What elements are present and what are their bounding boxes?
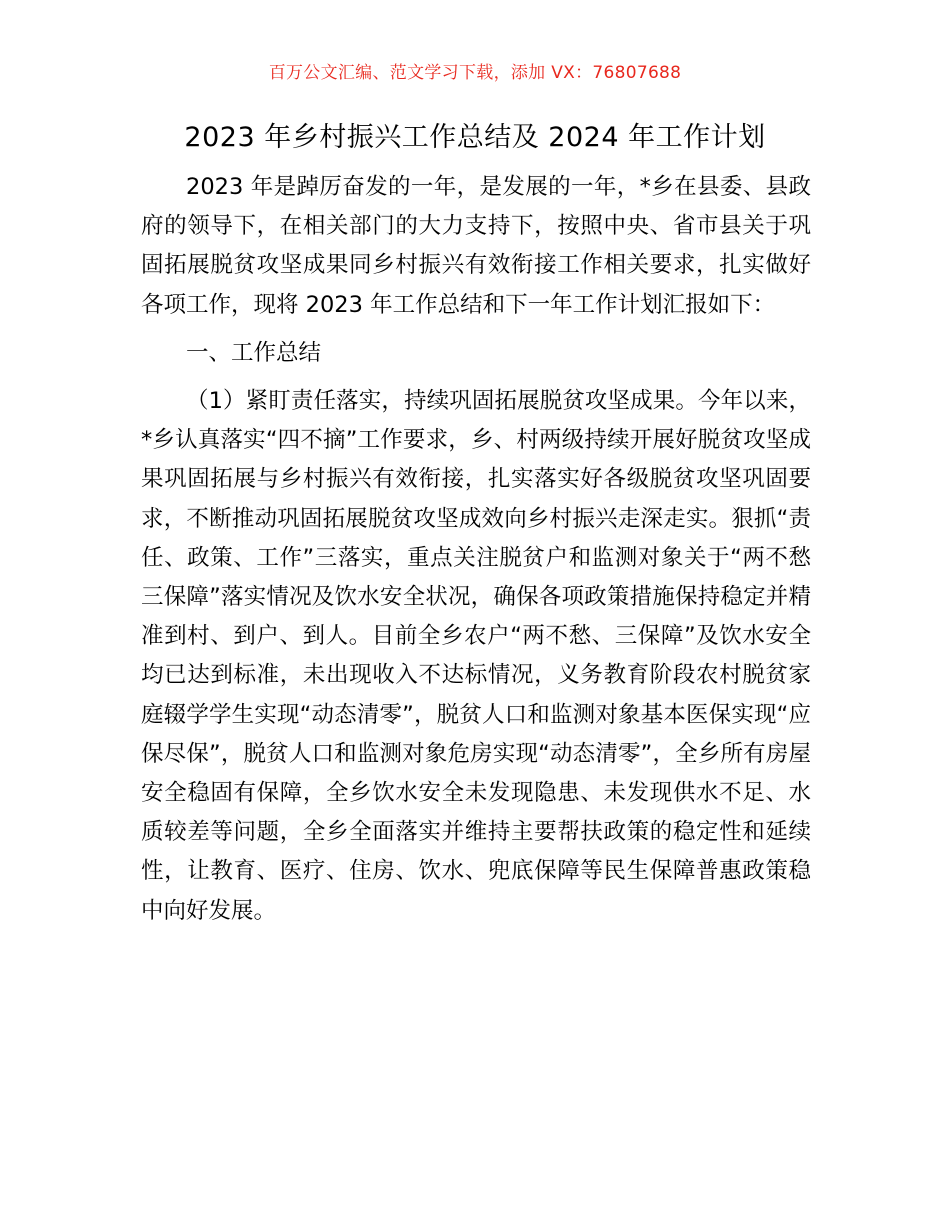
section-paragraph: （1）紧盯责任落实，持续巩固拓展脱贫攻坚成果。今年以来，*乡认真落实“四不摘”工作要求，乡、村两级持续开展好脱贫攻坚成果巩固拓展与乡村振兴有效衔接，扎实落实好各级脱贫攻坚巩固要求，不断推动巩固拓展脱贫攻坚成效向乡村振兴走深走实。狠抓“责任、政策、工作”三落实，重点关注脱贫户和监测对象关于“两不愁三保障”落实情况及饮水安全状况，确保各项政策措施保持稳定并精准到村、到户、到人。目前全乡农户“两不愁、三保障”及饮水安全均已达到标准，未出现收入不达标情况，义务教育阶段农村脱贫家庭辍学学生实现“动态清零”，脱贫人口和监测对象基本医保实现“应保尽保”，脱贫人口和监测对象危房实现“动态清零”，全乡所有房屋安全稳固有保障，全乡饮水安全未发现隐患、未发现供水不足、水质较差等问题，全乡全面落实并维持主要帮扶政策的稳定性和延续性，让教育、医疗、住房、饮水、兜底保障等民生保障普惠政策稳中向好发展。: [141, 388, 811, 924]
header-watermark: 百万公文汇编、范文学习下载，添加 VX：76807688: [268, 63, 682, 83]
section-heading: 一、工作总结: [186, 339, 322, 366]
intro-paragraph: 2023 年是踔厉奋发的一年，是发展的一年，*乡在县委、县政府的领导下，在相关部门的大力支持下，按照中央、省市县关于巩固拓展脱贫攻坚成果同乡村振兴有效衔接工作相关要求，扎实做好各项工作，现将 2023 年工作总结和下一年工作计划汇报如下：: [141, 174, 811, 318]
document-body: [141, 168, 811, 931]
document-title: 2023 年乡村振兴工作总结及 2024 年工作计划: [184, 122, 766, 153]
